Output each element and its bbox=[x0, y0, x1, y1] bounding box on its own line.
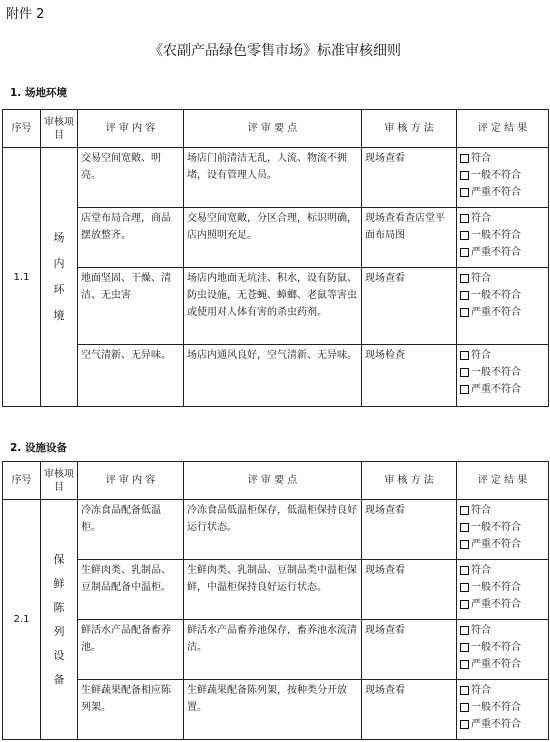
checkbox-icon[interactable] bbox=[460, 385, 469, 394]
checkbox-icon[interactable] bbox=[460, 291, 469, 300]
section-heading-2: 2. 设施设备 bbox=[10, 442, 67, 454]
content-cell: 鲜活水产品配备畜养池。 bbox=[78, 620, 184, 680]
checkbox-icon[interactable] bbox=[460, 274, 469, 283]
table-header-row bbox=[3, 462, 549, 500]
result-option: 严重不符合 bbox=[460, 381, 545, 398]
audit-item-char: 备 bbox=[53, 672, 65, 686]
audit-item-char: 内 bbox=[53, 257, 65, 270]
result-option: 符合 bbox=[460, 502, 545, 519]
header-item: 审核项目 bbox=[41, 110, 78, 148]
points-cell: 场店内通风良好，空气清新、无异味。 bbox=[184, 345, 362, 407]
result-option: 一般不符合 bbox=[460, 699, 545, 716]
points-cell: 生鲜肉类、乳制品、豆制品类中温柜保鲜，中温柜保持良好运行状态。 bbox=[184, 560, 362, 620]
method-cell: 现场查看查店堂平面布局图 bbox=[362, 208, 457, 268]
result-option: 一般不符合 bbox=[460, 167, 545, 184]
points-cell: 交易空间宽敞，分区合理，标识明确，店内照明充足。 bbox=[184, 208, 362, 268]
audit-item-char: 境 bbox=[53, 309, 65, 322]
result-option: 符合 bbox=[460, 562, 545, 579]
header-content: 评 审 内 容 bbox=[78, 110, 184, 148]
method-cell: 现场查看 bbox=[362, 500, 457, 560]
points-cell: 鲜活水产品畜养池保存，畜养池水流清洁。 bbox=[184, 620, 362, 680]
checkbox-icon[interactable] bbox=[460, 231, 469, 240]
table-header-row bbox=[3, 110, 549, 148]
audit-item-char: 环 bbox=[53, 283, 65, 296]
checkbox-icon[interactable] bbox=[460, 540, 469, 549]
checkbox-icon[interactable] bbox=[460, 506, 469, 515]
result-option: 一般不符合 bbox=[460, 579, 545, 596]
table-row bbox=[3, 680, 549, 740]
table-row bbox=[3, 208, 549, 268]
result-option: 符合 bbox=[460, 682, 545, 699]
table-row bbox=[3, 560, 549, 620]
method-cell: 现场检查 bbox=[362, 345, 457, 407]
points-cell: 场店内地面无坑洼、积水，设有防鼠、防虫设施，无苍蝇、蟑螂、老鼠等害虫或使用对人体有害的杀虫药剂。 bbox=[184, 268, 362, 345]
checkbox-icon[interactable] bbox=[460, 626, 469, 635]
checkbox-icon[interactable] bbox=[460, 171, 469, 180]
result-option: 一般不符合 bbox=[460, 227, 545, 244]
result-option: 严重不符合 bbox=[460, 184, 545, 201]
header-method: 审 核 方 法 bbox=[362, 110, 457, 148]
method-cell: 现场查看 bbox=[362, 560, 457, 620]
checkbox-icon[interactable] bbox=[460, 686, 469, 695]
result-cell bbox=[457, 208, 549, 268]
result-option: 一般不符合 bbox=[460, 519, 545, 536]
header-points: 评 审 要 点 bbox=[184, 110, 362, 148]
header-result: 评 定 结 果 bbox=[457, 110, 549, 148]
content-cell: 生鲜肉类、乳制品、豆制品配备中温柜。 bbox=[78, 560, 184, 620]
content-cell: 冷冻食品配备低温柜。 bbox=[78, 500, 184, 560]
result-option: 符合 bbox=[460, 210, 545, 227]
audit-item-char: 保 bbox=[53, 552, 65, 566]
header-points: 评 审 要 点 bbox=[184, 462, 362, 500]
header-seq: 序号 bbox=[3, 462, 41, 500]
checkbox-icon[interactable] bbox=[460, 248, 469, 257]
review-table-1 bbox=[2, 109, 549, 407]
result-cell bbox=[457, 620, 549, 680]
method-cell: 现场查看 bbox=[362, 268, 457, 345]
audit-item-char: 鲜 bbox=[53, 576, 65, 590]
audit-item-cell bbox=[41, 148, 78, 407]
result-cell bbox=[457, 560, 549, 620]
header-item: 审核项目 bbox=[41, 462, 78, 500]
header-result: 评 定 结 果 bbox=[457, 462, 549, 500]
result-option: 符合 bbox=[460, 150, 545, 167]
audit-item-char: 陈 bbox=[53, 600, 65, 614]
content-cell: 地面坚固、干燥、清洁、无虫害 bbox=[78, 268, 184, 345]
checkbox-icon[interactable] bbox=[460, 154, 469, 163]
result-option: 符合 bbox=[460, 270, 545, 287]
checkbox-icon[interactable] bbox=[460, 351, 469, 360]
result-option: 严重不符合 bbox=[460, 244, 545, 261]
points-cell: 场店门前清洁无乱，人流、物流不拥堵，设有管理人员。 bbox=[184, 148, 362, 208]
points-cell: 冷冻食品低温柜保存，低温柜保持良好运行状态。 bbox=[184, 500, 362, 560]
header-seq: 序号 bbox=[3, 110, 41, 148]
header-content: 评 审 内 容 bbox=[78, 462, 184, 500]
result-cell bbox=[457, 500, 549, 560]
table-row bbox=[3, 345, 549, 407]
checkbox-icon[interactable] bbox=[460, 643, 469, 652]
method-cell: 现场查看 bbox=[362, 620, 457, 680]
result-cell bbox=[457, 268, 549, 345]
result-cell bbox=[457, 345, 549, 407]
audit-item-char: 设 bbox=[53, 648, 65, 662]
result-cell bbox=[457, 680, 549, 740]
review-table-2 bbox=[2, 461, 549, 740]
method-cell: 现场查看 bbox=[362, 680, 457, 740]
checkbox-icon[interactable] bbox=[460, 566, 469, 575]
content-cell: 生鲜蔬果配备相应陈列架。 bbox=[78, 680, 184, 740]
checkbox-icon[interactable] bbox=[460, 600, 469, 609]
checkbox-icon[interactable] bbox=[460, 368, 469, 377]
checkbox-icon[interactable] bbox=[460, 703, 469, 712]
result-option: 符合 bbox=[460, 622, 545, 639]
content-cell: 交易空间宽敞、明亮。 bbox=[78, 148, 184, 208]
audit-item-char: 列 bbox=[53, 624, 65, 638]
table-row bbox=[3, 148, 549, 208]
table-row bbox=[3, 620, 549, 680]
points-cell: 生鲜蔬果配备陈列架，按种类分开放置。 bbox=[184, 680, 362, 740]
section-heading-1: 1. 场地环境 bbox=[10, 87, 67, 99]
result-option: 严重不符合 bbox=[460, 716, 545, 733]
result-option: 一般不符合 bbox=[460, 287, 545, 304]
checkbox-icon[interactable] bbox=[460, 720, 469, 729]
audit-item-cell bbox=[41, 500, 78, 740]
header-method: 审 核 方 法 bbox=[362, 462, 457, 500]
checkbox-icon[interactable] bbox=[460, 214, 469, 223]
method-cell: 现场查看 bbox=[362, 148, 457, 208]
content-cell: 店堂布局合理，商品摆放整齐。 bbox=[78, 208, 184, 268]
document-title: 《农副产品绿色零售市场》标准审核细则 bbox=[149, 43, 401, 59]
table-row bbox=[3, 268, 549, 345]
result-option: 严重不符合 bbox=[460, 536, 545, 553]
seq-cell: 1.1 bbox=[3, 148, 41, 407]
checkbox-icon[interactable] bbox=[460, 583, 469, 592]
result-option: 严重不符合 bbox=[460, 596, 545, 613]
content-cell: 空气清新、无异味。 bbox=[78, 345, 184, 407]
result-cell bbox=[457, 148, 549, 208]
result-option: 符合 bbox=[460, 347, 545, 364]
table-row bbox=[3, 500, 549, 560]
result-option: 严重不符合 bbox=[460, 304, 545, 321]
checkbox-icon[interactable] bbox=[460, 188, 469, 197]
seq-cell: 2.1 bbox=[3, 500, 41, 740]
result-option: 一般不符合 bbox=[460, 639, 545, 656]
result-option: 严重不符合 bbox=[460, 656, 545, 673]
audit-item-char: 场 bbox=[53, 231, 65, 244]
attachment-label: 附件 2 bbox=[6, 7, 45, 22]
checkbox-icon[interactable] bbox=[460, 308, 469, 317]
checkbox-icon[interactable] bbox=[460, 523, 469, 532]
checkbox-icon[interactable] bbox=[460, 660, 469, 669]
result-option: 一般不符合 bbox=[460, 364, 545, 381]
